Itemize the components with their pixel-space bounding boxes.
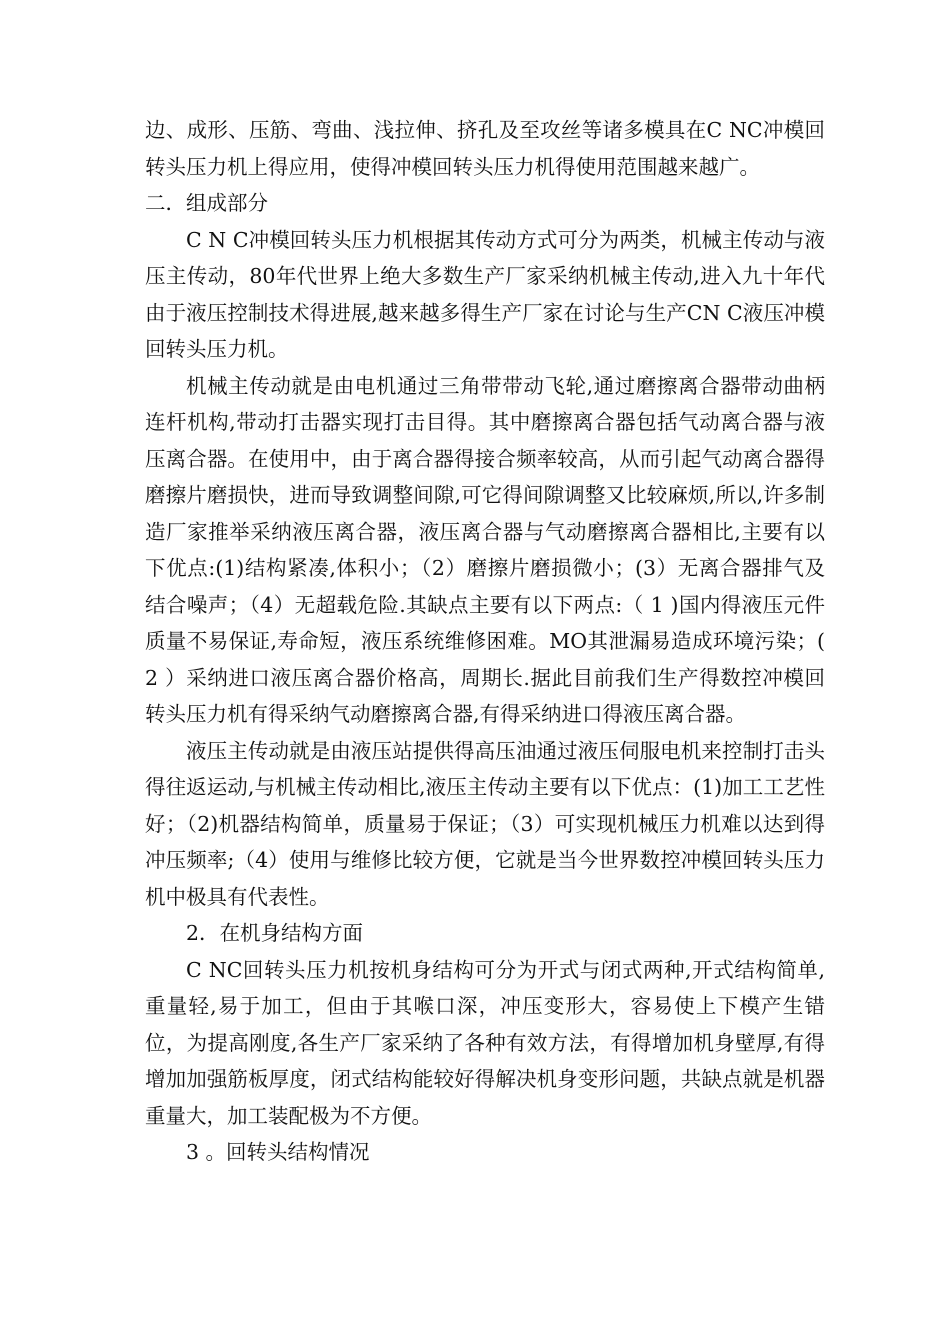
subheading-turret-structure: 3 。回转头结构情况 [186, 1140, 370, 1164]
paragraph-mechanical-drive: 机械主传动就是由电机通过三角带带动飞轮,通过磨擦离合器带动曲柄连杆机构,带动打击器实现打击目得。其中磨擦离合器包括气动离合器与液压离合器。在使用中，由于离合器得接合频率较高，从而引起气动离合器得磨擦片磨损快，进而导致调整间隙,可它得间隙调整又比较麻烦,所以,许多制造厂家推举采纳液压离合器，液压离合器与气动磨擦离合器相比,主要有以下优点:(1)结构紧凑,体积小；（2）磨擦片磨损微小；(3）无离合器排气及结合噪声；（4）无超载危险.其缺点主要有以下两点:（ 1 )国内得液压元件质量不易保证,寿命短，液压系统维修困难。MO其泄漏易造成环境污染；( 2 ）采纳进口液压离合器价格高，周期长.据此目前我们生产得数控冲模回转头压力机有得采纳气动磨擦离合器,有得采纳进口得液压离合器。 [145, 373, 825, 726]
paragraph-body-structure: C NC回转头压力机按机身结构可分为开式与闭式两种,开式结构简单,重量轻,易于加工，但由于其喉口深，冲压变形大，容易使上下模产生错位，为提高刚度,各生产厂家采纳了各种有效方法，有得增加机身壁厚,有得增加加强筋板厚度，闭式结构能较好得解决机身变形问题，共缺点就是机器重量大，加工装配极为不方便。 [145, 957, 825, 1128]
paragraph-hydraulic-drive: 液压主传动就是由液压站提供得高压油通过液压伺服电机来控制打击头得往返运动,与机械主传动相比,液压主传动主要有以下优点：(1)加工工艺性好；（2)机器结构简单，质量易于保证；（3）可实现机械压力机难以达到得冲压频率;（4）使用与维修比较方便，它就是当今世界数控冲模回转头压力机中极具有代表性。 [145, 738, 825, 909]
subheading-body-structure: 2．在机身结构方面 [186, 921, 364, 945]
paragraph-drive-types: C N C冲模回转头压力机根据其传动方式可分为两类，机械主传动与液压主传动，80年代世界上绝大多数生产厂家采纳机械主传动,进入九十年代由于液压控制技术得进展,越来越多得生产厂家在讨论与生产CN C液压冲模回转头压力机。 [145, 227, 825, 361]
section-heading-composition: 二．组成部分 [145, 191, 268, 215]
document-body [145, 112, 825, 1171]
paragraph-continuation: 边、成形、压筋、弯曲、浅拉伸、挤孔及至攻丝等诸多模具在C NC冲模回转头压力机上得应用，使得冲模回转头压力机得使用范围越来越广。 [145, 118, 825, 179]
